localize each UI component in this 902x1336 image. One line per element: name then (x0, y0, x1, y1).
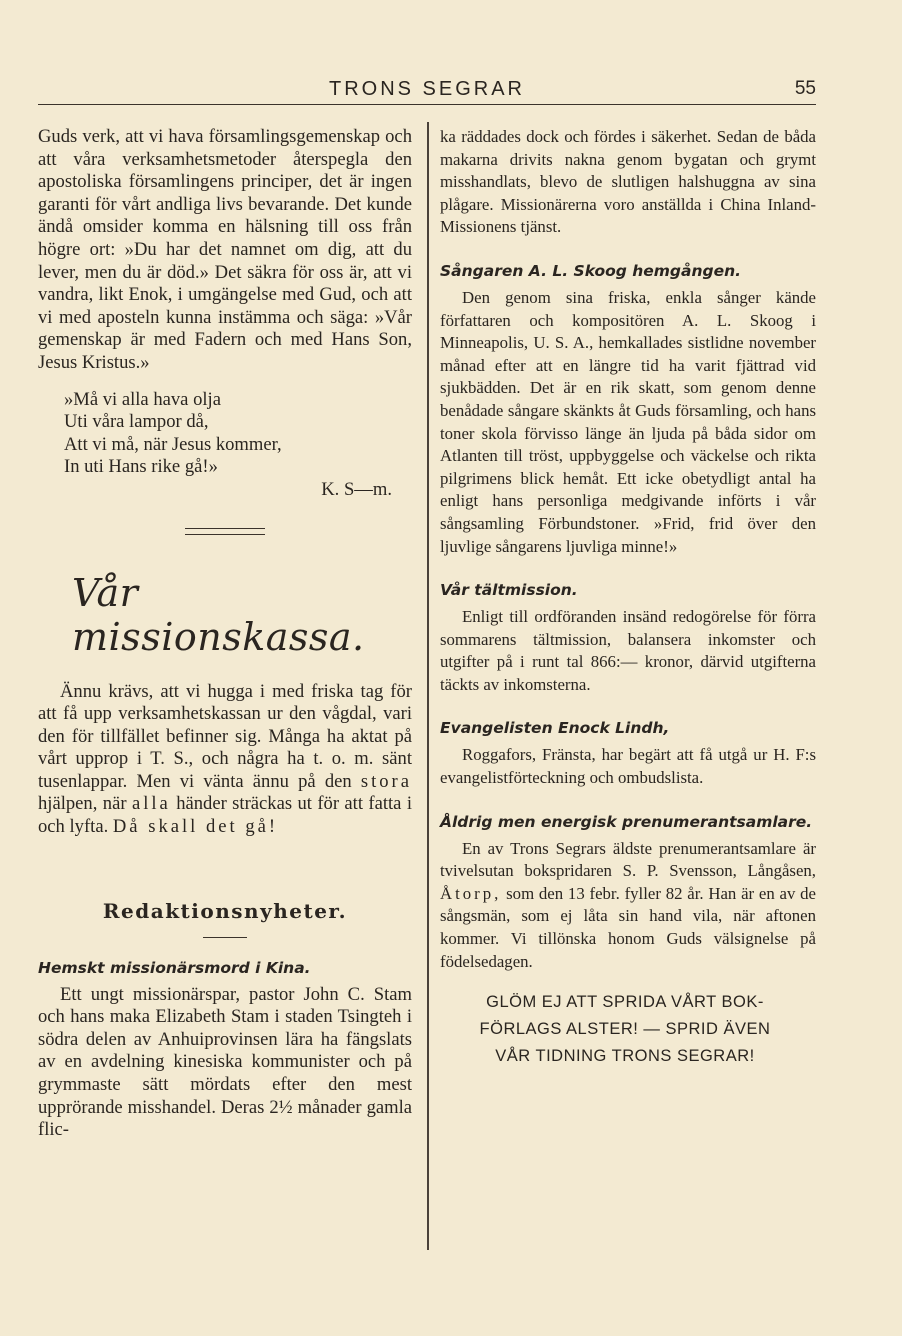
editorial-news-heading: Redaktionsnyheter. (102, 898, 348, 923)
text-run: hjälpen, när (38, 793, 127, 815)
notice-line: VÅR TIDNING TRONS SEGRAR! (495, 1047, 755, 1066)
murder-news-heading: Hemskt missionärsmord i Kina. (38, 958, 311, 977)
poem-line: Uti våra lampor då, (64, 411, 209, 433)
evangelist-text: Roggafors, Fränsta, har begärt att få utgå ur H. F:s evangelistförteckning och ombudslista. (440, 745, 816, 788)
author-signature: K. S—m. (321, 478, 392, 500)
spacer (440, 790, 816, 812)
murder-news-continued: ka räddades dock och fördes i säkerhet. Sedan de båda makarna drivits nakna genom bygatan och grymt misshandlats, blevo de slutligen halshuggna av sina plågare. Missionärerna voro anställda i China Inland-Missionens tjänst. (440, 127, 816, 237)
emphasis-text: Då skall det gå! (112, 816, 279, 838)
notice-line: FÖRLAGS ALSTER! — SPRID ÄVEN (479, 1020, 771, 1039)
text-run: händer sträckas ut för att fatta i och lyfta. (38, 793, 412, 838)
column-divider (427, 122, 429, 1250)
tent-mission-heading: Vår tältmission. (440, 581, 578, 600)
section-divider (185, 528, 265, 535)
page-number: 55 (794, 78, 816, 99)
emphasis-text: Åtorp, (440, 883, 502, 903)
running-title: TRONS SEGRAR (328, 78, 526, 100)
running-header (38, 78, 816, 105)
emphasis-text: alla (131, 793, 171, 815)
poem-line: »Må vi alla hava olja (64, 388, 221, 410)
left-column (38, 126, 412, 1142)
poem-line: Att vi må, när Jesus kommer, (64, 433, 282, 455)
poem (64, 389, 412, 479)
skoog-heading: Sångaren A. L. Skoog hemgången. (440, 261, 742, 280)
spacer (440, 696, 816, 718)
short-divider (203, 937, 247, 938)
text-run: som den 13 febr. fyller 82 år. Han är en av de sångsmän, som ej låta sin hand vila, när aftonen kommer. Vi tillönska honom Guds välsignelse på födelsedagen. (440, 883, 817, 971)
text-run: En av Trons Segrars äldste prenumerantsamlare är tvivelsutan bokspridaren S. P. Svensson, Långåsen, (440, 838, 816, 881)
mission-fund-text (38, 681, 412, 839)
right-column (440, 126, 816, 1070)
spacer (440, 239, 816, 261)
continued-paragraph: Guds verk, att vi hava församlingsgemenskap och att våra verksamhetsmetoder återspegla den apostoliska församlingens principer, det är ingen garanti för vårt andliga livs bevarande. Det kunde ändå omsider komma en hälsning till oss från högre ort: »Du har det namnet om dig, att du lever, men du är död.» Det säkra för oss är, att vi vandra, likt Enok, i umgängelse med Gud, och att vi med aposteln kunna instämma och säga: »Vår gemenskap är med Fadern och med Hans Son, Jesus Kristus.» (38, 126, 412, 373)
tent-mission-text: Enligt till ordföranden insänd redogörelse för förra sommarens tältmission, balansera inkomster och utgifter på i runt tal 866:— kronor, därvid utgifterna täckts av inkomsterna. (440, 607, 816, 694)
mission-fund-heading: Vår missionskassa. (72, 570, 365, 659)
notice-line: GLÖM EJ ATT SPRIDA VÅRT BOK- (486, 993, 764, 1012)
poem-line: In uti Hans rike gå!» (64, 456, 218, 478)
collector-heading: Åldrig men energisk prenumerantsamlare. (440, 812, 813, 831)
spacer (440, 558, 816, 580)
skoog-text: Den genom sina friska, enkla sånger kände författaren och kompositören A. L. Skoog i Minneapolis, U. S. A., hemkallades sistlidne november månad efter att en längre tid ha varit fjättrad vid sjukbädden. Det är en rik skatt, som genom denne benådade sångare skänkts åt Guds församling, och hans toner skola förvisso länge än ljuda på båda sidor om Atlanten till tröst, uppbyggelse och väckelse och rikta pilgrimens blick hemåt. Ett icke obetydligt antal ha enligt hans personliga medgivande införts i vår sångsamling Förbundstoner. »Frid, frid över den ljuvlige sångarens ljuvliga minne!» (440, 287, 816, 556)
emphasis-text: stora (360, 770, 412, 792)
evangelist-heading: Evangelisten Enock Lindh, (440, 719, 670, 738)
murder-news-text: Ett ungt missionärspar, pastor John C. Stam och hans maka Elizabeth Stam i staden Tsingteh i södra delen av Anhuiprovinsen lära ha fängslats av en avdelning kinesiska kommunister och på grymmaste sätt mördats efter den mest upprörande misshandel. Deras 2½ månader gamla flic- (38, 983, 412, 1141)
notice-box (440, 989, 810, 1070)
collector-text (440, 838, 816, 974)
text-run: Ännu krävs, att vi hugga i med friska tag för att få upp verksamhetskassan ur den vågdal, vari den för tillfället befinner sig. Många ha aktat på vårt upprop i T. S., och några ha t. o. m. sänt tusenlappar. Men vi vänta ännu på den (38, 680, 412, 792)
